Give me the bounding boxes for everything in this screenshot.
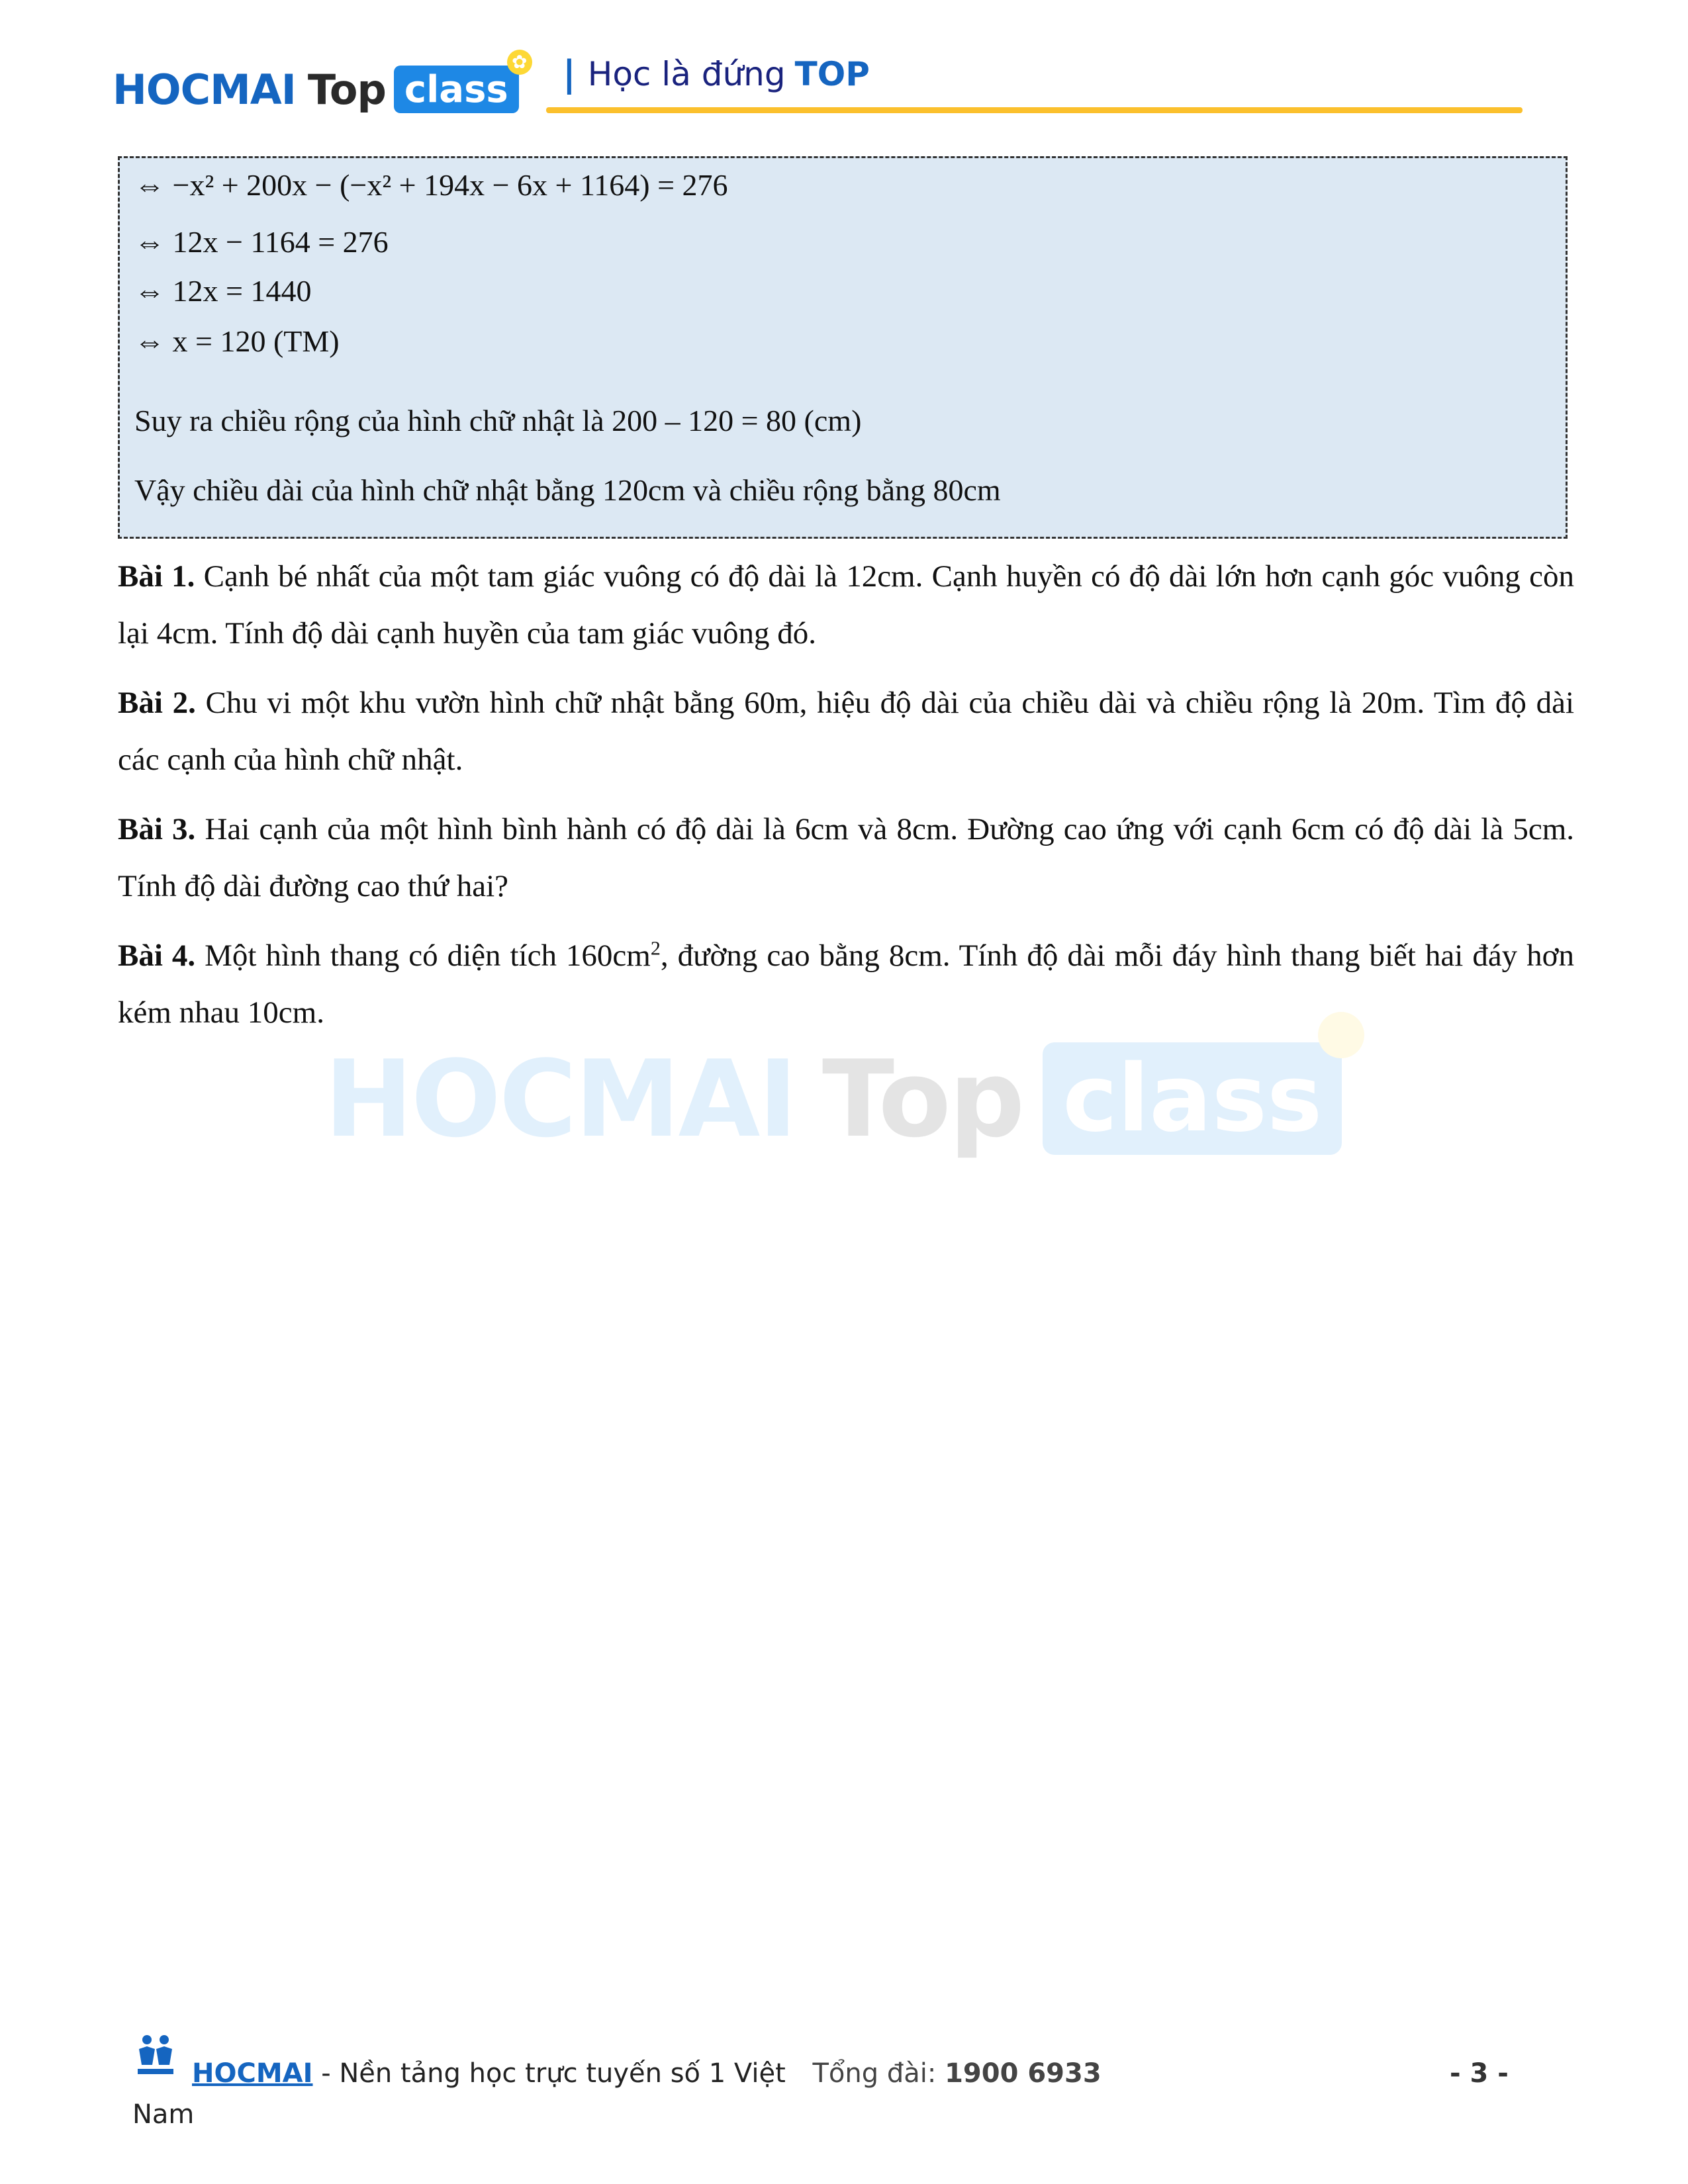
footer-hotline-number: 1900 6933 (945, 2058, 1102, 2089)
exercise-text-continued: , đường cao bằng 8cm. Tính độ dài mỗi đáy hình thang biết hai đáy hơn kém nhau 10cm. (118, 938, 1574, 1030)
exercise-text: Cạnh bé nhất của một tam giác vuông có độ dài là 12cm. Cạnh huyền có độ dài lớn hơn cạnh góc vuông còn lại 4cm. Tính độ dài cạnh huyền của tam giác vuông đó. (118, 559, 1574, 651)
exercise-label: Bài 4. (118, 938, 196, 973)
exercise-2 (118, 674, 1574, 788)
logo-hocmai-text: HOCMAI (113, 65, 296, 114)
watermark-logo (324, 1032, 1342, 1165)
equation-line-1: ⇔ −x² + 200x − (−x² + 194x − 6x + 1164) = 276 (134, 168, 728, 202)
exercise-label: Bài 1. (118, 559, 195, 594)
watermark-top: Top (821, 1036, 1023, 1161)
header-underline (546, 107, 1523, 113)
page-header (113, 40, 1523, 119)
footer-tagline (192, 2058, 1102, 2089)
footer-brand-link[interactable]: HOCMAI (192, 2058, 313, 2089)
equation-line-4: ⇔ x = 120 (TM) (134, 324, 340, 358)
logo-class-text: class (404, 68, 508, 111)
exercise-text: Hai cạnh của một hình bình hành có độ dài là 6cm và 8cm. Đường cao ứng với cạnh 6cm có độ dài là 5cm. Tính độ dài đường cao thứ hai? (118, 812, 1574, 903)
hocmai-topclass-logo (113, 51, 528, 119)
solution-conclusion-width: Suy ra chiều rộng của hình chữ nhật là 200 – 120 = 80 (cm) (134, 404, 862, 437)
sun-icon: ✿ (507, 50, 532, 75)
exercise-text: Một hình thang có diện tích 160cm (205, 938, 651, 973)
footer-tagline-text: - Nền tảng học trực tuyến số 1 Việt (312, 2058, 786, 2089)
hocmai-people-icon (132, 2032, 179, 2078)
equation-line-2: ⇔ 12x − 1164 = 276 (134, 225, 389, 259)
watermark-class: class (1062, 1044, 1323, 1153)
exercise-3 (118, 801, 1574, 915)
slogan-top: TOP (794, 54, 870, 93)
logo-class-badge (394, 51, 528, 113)
equation-line-3: ⇔ 12x = 1440 (134, 274, 312, 308)
exercise-label: Bài 2. (118, 686, 196, 720)
exercise-1 (118, 548, 1574, 662)
solution-box (118, 156, 1568, 539)
footer-hotline-label: Tổng đài: (812, 2058, 945, 2089)
page-number: - 3 - (1450, 2058, 1509, 2089)
watermark-hocmai: HOCMAI (324, 1036, 796, 1161)
slogan-text: Học là đứng (587, 54, 786, 93)
solution-conclusion-final: Vậy chiều dài của hình chữ nhật bằng 120cm và chiều rộng bằng 80cm (134, 473, 1001, 507)
exponent: 2 (650, 937, 661, 960)
exercise-text: Chu vi một khu vườn hình chữ nhật bằng 60m, hiệu độ dài của chiều dài và chiều rộng là 20m. Tìm độ dài các cạnh của hình chữ nhật. (118, 686, 1575, 777)
logo-top-text: Top (307, 65, 386, 114)
exercise-label: Bài 3. (118, 812, 196, 846)
header-slogan (563, 53, 870, 95)
slogan-divider: | (563, 53, 576, 95)
watermark-class-badge (1043, 1042, 1342, 1155)
watermark-sun-icon (1318, 1012, 1364, 1058)
footer-tagline-wrap: Nam (132, 2099, 195, 2130)
